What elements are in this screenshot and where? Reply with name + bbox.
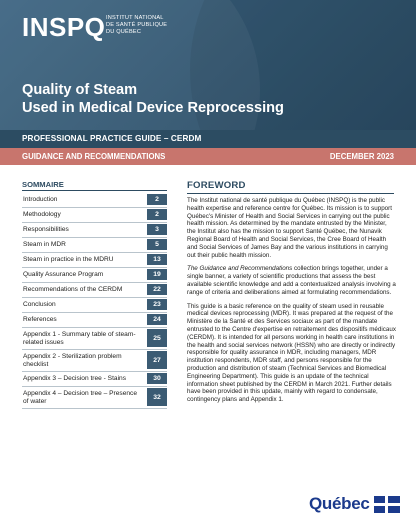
- toc-page-number: 30: [147, 373, 167, 384]
- toc-item[interactable]: [22, 208, 167, 223]
- toc-page-number: 19: [147, 269, 167, 280]
- quebec-wordmark: Québec: [309, 494, 370, 513]
- toc-item[interactable]: [22, 223, 167, 238]
- divider: [22, 190, 167, 191]
- toc-item[interactable]: [22, 268, 167, 283]
- toc-item[interactable]: [22, 350, 167, 372]
- collection-name: The Guidance and Recommendations: [187, 265, 293, 273]
- toc-item-label: Recommendations of the CERDM: [23, 286, 123, 293]
- toc-item-label: Appendix 1 - Summary table of steam-related issues: [23, 330, 136, 346]
- title-line: Quality of Steam: [22, 82, 138, 98]
- toc-page-number: 22: [147, 284, 167, 295]
- document-title: [22, 82, 284, 117]
- toc-item[interactable]: [22, 372, 167, 387]
- section-band: [0, 148, 416, 165]
- toc-item-label: Appendix 2 - Sterilization problem checklist: [23, 352, 122, 368]
- toc-item-label: Appendix 3 – Decision tree - Stains: [23, 375, 126, 382]
- sommaire-title: SOMMAIRE: [22, 180, 64, 189]
- toc-page-number: 2: [147, 209, 167, 220]
- toc-item-label: References: [23, 316, 57, 323]
- toc-page-number: 2: [147, 194, 167, 205]
- guide-label: PROFESSIONAL PRACTICE GUIDE – CERDM: [22, 134, 202, 143]
- institute-line: DU QUÉBEC: [106, 29, 142, 35]
- institute-line: DE SANTÉ PUBLIQUE: [106, 22, 168, 28]
- toc-page-number: 13: [147, 254, 167, 265]
- institute-name: [106, 15, 167, 36]
- foreword-paragraph: [187, 265, 397, 296]
- guide-band: [0, 130, 416, 148]
- publication-date: DECEMBER 2023: [329, 152, 394, 161]
- toc-item-label: Quality Assurance Program: [23, 271, 104, 278]
- toc-item[interactable]: [22, 193, 167, 208]
- paragraph-text: collection brings together, under a single banner, a variety of scientific productions that assess the best available scientific knowledge and add a contextualized analysis involving a range of criteria and deliberations aimed at formulating recommendations.: [187, 265, 396, 296]
- foreword-title: FOREWORD: [187, 180, 246, 191]
- institute-line: INSTITUT NATIONAL: [106, 15, 164, 21]
- toc-item-label: Conclusion: [23, 301, 56, 308]
- table-of-contents: [22, 193, 167, 409]
- toc-page-number: 27: [147, 351, 167, 369]
- toc-page-number: 24: [147, 314, 167, 325]
- toc-item-label: Responsibilities: [23, 226, 69, 233]
- foreword-paragraph: This guide is a basic reference on the quality of steam used in reusable medical devices reprocessing (MDR). It was prepared at the request of the Ministère de la Santé et des Services sociaux as part of the mandate entrusted to the Centre d'expertise en retraitement des dispositifs médicaux (CERDM). It is intended for all persons working in health care institutions in the health and social services network (HSSN) who are directly or indirectly responsible for quality assurance in MDR, including managers, MDR institution respondents, MDR staff, and persons responsible for the production and distribution of steam (Technical Services and Biomedical Engineering Department). This guide is an update of the technical information sheet published by the CERDM in March 2021. Further details have been provided in this update, mainly with regard to condensate, contingency plans and Appendix 1.: [187, 302, 396, 404]
- toc-item[interactable]: [22, 238, 167, 253]
- toc-item[interactable]: [22, 387, 167, 409]
- quebec-logo: [309, 494, 400, 514]
- toc-page-number: 32: [147, 388, 167, 406]
- toc-item-label: Methodology: [23, 211, 61, 218]
- toc-item[interactable]: [22, 313, 167, 328]
- toc-item[interactable]: [22, 283, 167, 298]
- toc-page-number: 3: [147, 224, 167, 235]
- title-line: Used in Medical Device Reprocessing: [22, 99, 284, 116]
- toc-item[interactable]: [22, 253, 167, 268]
- cover-header: [0, 0, 416, 130]
- flag-icon: [374, 496, 400, 513]
- toc-item-label: Introduction: [23, 196, 58, 203]
- toc-item[interactable]: [22, 298, 167, 313]
- toc-item-label: Steam in practice in the MDRU: [23, 256, 114, 263]
- toc-page-number: 5: [147, 239, 167, 250]
- toc-page-number: 25: [147, 329, 167, 347]
- section-label: GUIDANCE AND RECOMMENDATIONS: [22, 152, 166, 161]
- toc-item-label: Steam in MDR: [23, 241, 66, 248]
- divider: [187, 193, 394, 194]
- toc-page-number: 23: [147, 299, 167, 310]
- toc-item[interactable]: [22, 328, 167, 350]
- foreword-paragraph: The Institut national de santé publique du Québec (INSPQ) is the public health expertise and reference centre for Québec. Its mission is to support Québec's Minister of Health and Social Services in carrying out the public health mission. As determined by the mandate entrusted by the Minister, the Institut also has the mission to support Santé Québec, the Nunavik Regional Board of Health and Social Services, the Cree Board of Health and Social Services of James Bay and the various institutions in carrying out their public health mission.: [187, 197, 392, 259]
- toc-item-label: Appendix 4 – Decision tree – Presence of water: [23, 389, 137, 405]
- foreword-body: [187, 197, 397, 410]
- inspq-logo: INSPQ: [22, 12, 106, 42]
